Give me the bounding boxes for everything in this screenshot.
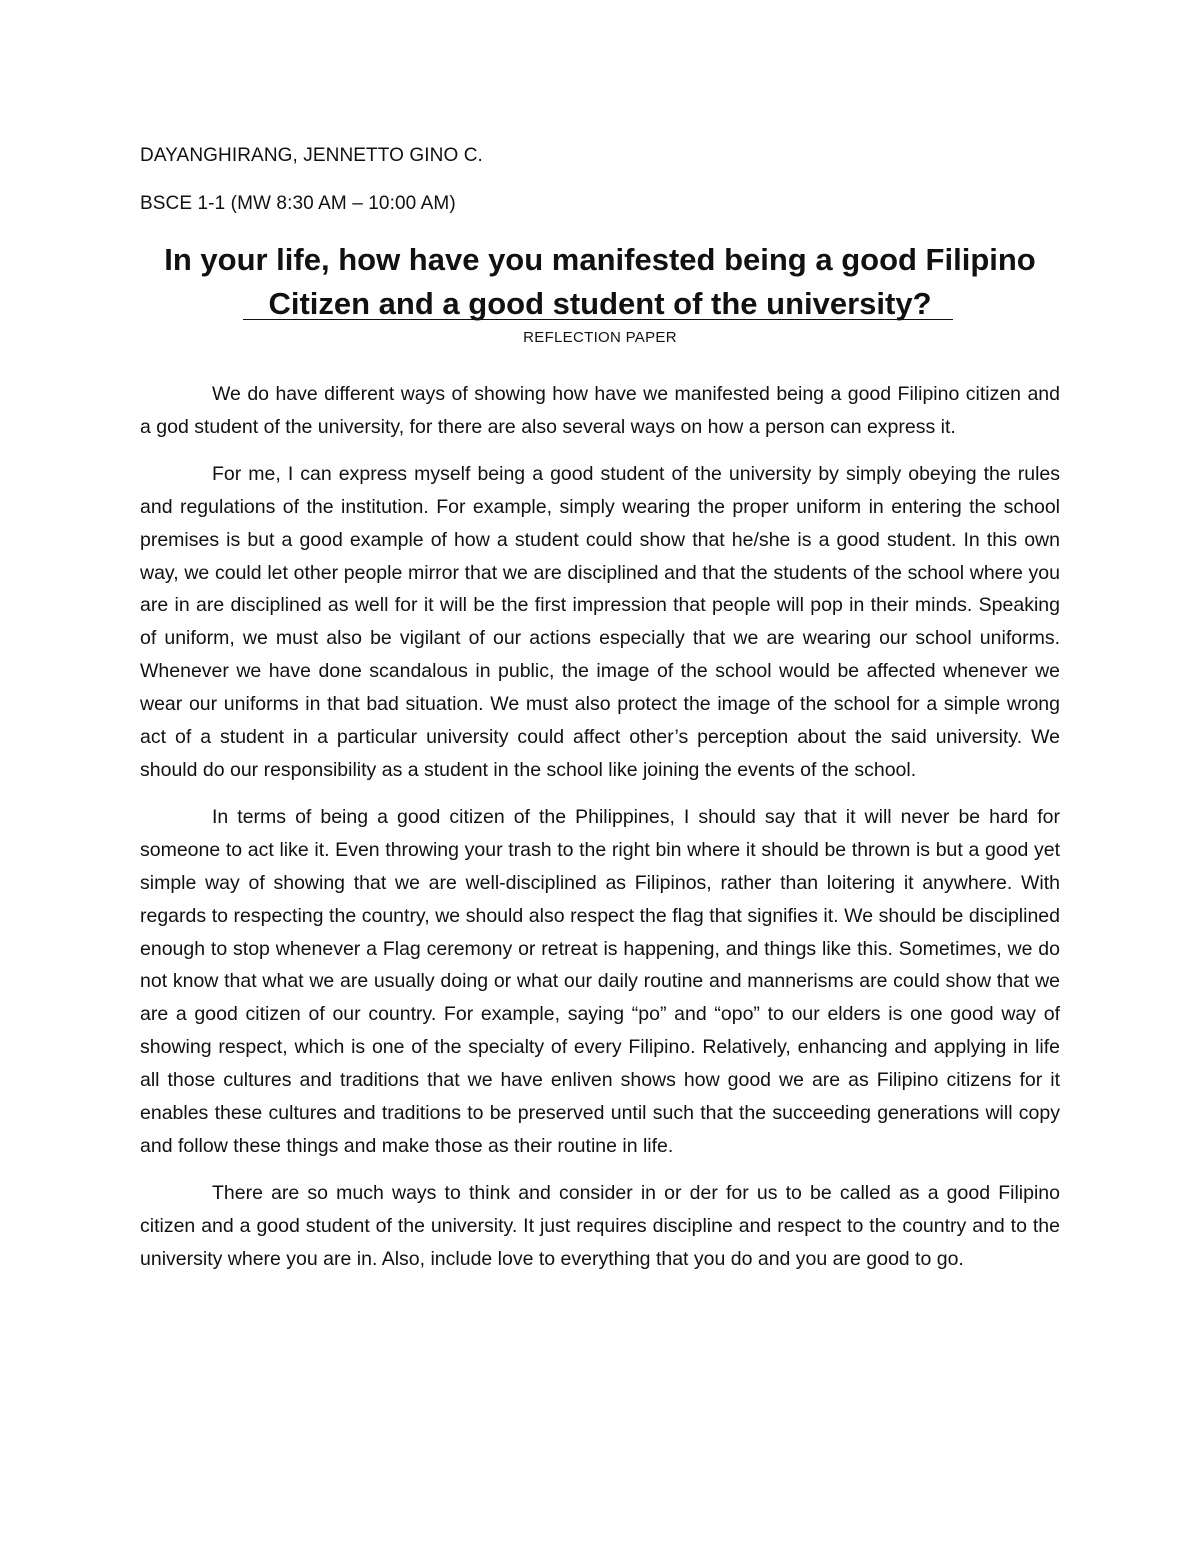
class-section: BSCE 1-1 (MW 8:30 AM – 10:00 AM) — [140, 193, 456, 214]
author-name: DAYANGHIRANG, JENNETTO GINO C. — [140, 145, 483, 166]
paragraph-student: For me, I can express myself being a good student of the university by simply obeying the rules and regulations of the institution. For example, simply wearing the proper uniform in entering the school premises is but a good example of how a student could show that he/she is a good student. In this own way, we could let other people mirror that we are disciplined and that the students of the school where you are in are disciplined as well for it will be the first impression that people will pop in their minds. Speaking of uniform, we must also be vigilant of our actions especially that we are wearing our school uniforms. Whenever we have done scandalous in public, the image of the school would be affected whenever we wear our uniforms in that bad situation. We must also protect the image of the school for a simple wrong act of a student in a particular university could affect other’s perception about the said university. We should do our responsibility as a student in the school like joining the events of the school. — [140, 462, 1060, 781]
paragraph-intro: We do have different ways of showing how have we manifested being a good Filipino citizen and a god student of the university, for there are also several ways on how a person can express it. — [140, 383, 1060, 438]
page-title — [140, 238, 1060, 326]
paragraph-citizen: In terms of being a good citizen of the Philippines, I should say that it will never be hard for someone to act like it. Even throwing your trash to the right bin where it should be thrown is but a good yet simple way of showing that we are well-disciplined as Filipinos, rather than loitering it anywhere. With regards to respecting the country, we should also respect the flag that signifies it. We should be disciplined enough to stop whenever a Flag ceremony or retreat is happening, and things like this. Sometimes, we do not know that what we are usually doing or what our daily routine and mannerisms are could show that we are a good citizen of our country. For example, saying “po” and “opo” to our elders is one good way of showing respect, which is one of the specialty of every Filipino. Relatively, enhancing and applying in life all those cultures and traditions that we have enliven shows how good we are as Filipino citizens for it enables these cultures and traditions to be preserved until such that the succeeding generations will copy and follow these things and make those as their routine in life. — [140, 805, 1060, 1157]
paper-subtitle: REFLECTION PAPER — [523, 329, 677, 346]
title-underline — [243, 319, 953, 320]
body-text — [140, 378, 1060, 1290]
paragraph-conclusion: There are so much ways to think and consider in or der for us to be called as a good Filipino citizen and a good student of the university. It just requires discipline and respect to the country and to the university where you are in. Also, include love to everything that you do and you are good to go. — [140, 1181, 1060, 1270]
title-line-1: In your life, how have you manifested being a good Filipino — [164, 242, 1036, 277]
title-line-2: Citizen and a good student of the university? — [268, 286, 932, 321]
